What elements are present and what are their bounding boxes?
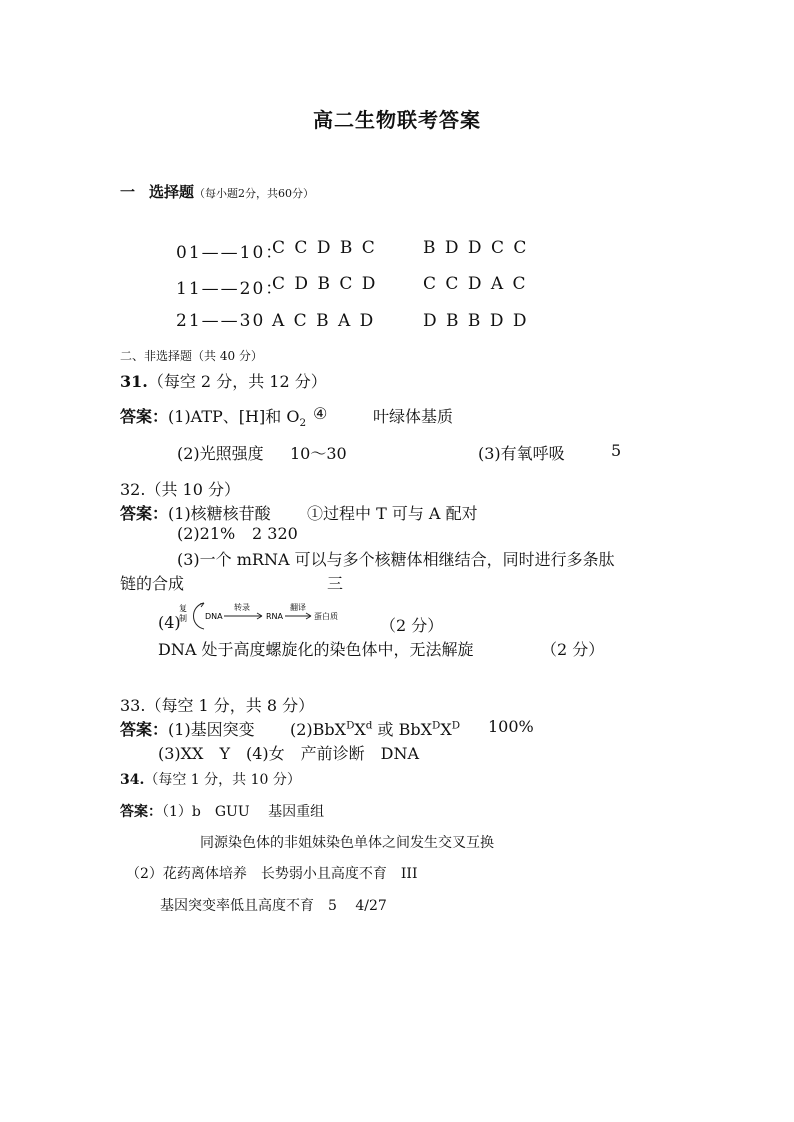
q33-answer-1c: 100% [488,717,534,736]
page-title: 高二生物联考答案 [313,108,481,132]
diagram-dna-node: DNA [205,612,223,621]
q32-answer-1b: ①过程中 T 可与 A 配对 [307,504,478,523]
diagram-replication-char-2: 制 [179,614,187,623]
section1-number: 一 [120,183,136,201]
q33-answer-1a: (1)基因突变 [168,720,255,739]
diagram-translation-label: 翻译 [290,603,306,612]
diagram-protein-node: 蛋白质 [314,612,338,621]
q31-answer-line-1 [120,404,306,429]
q31-heading [120,369,327,392]
q34-answer-line-1 [120,801,324,821]
section1-header [120,181,314,202]
q32-answer-4a: 链的合成 [120,574,185,593]
q32-answer-1a: (1)核糖核苷酸 [168,504,271,523]
mc-row-3-range: 21——30 [176,311,266,331]
q31-note: （每空 2 分，共 12 分） [147,372,327,391]
mc-row-3-second: D B B D D [423,311,529,331]
q32-answer-5b: （2 分） [380,616,444,635]
q31-answer-2c: (3)有氧呼吸 [478,444,565,463]
q33-heading: 33.（每空 1 分，共 8 分） [120,696,315,715]
diagram-replication-arrowhead [200,603,204,607]
mc-row-2-first: C D B C D [272,274,378,294]
section2-header: 二、非选择题（共 40 分） [120,349,263,363]
section1-label: 选择题 [149,183,195,201]
mc-row-1-range: 01——10： [176,243,285,263]
mc-row-2-range: 11——20： [176,279,285,299]
mc-row-1-second: B D D C C [423,238,529,258]
q32-answer-6a: DNA 处于高度螺旋化的染色体中，无法解旋 [158,640,474,659]
mc-row-1-first: C C D B C [272,238,377,258]
q33-genotype-part-1: (2)BbX [290,720,347,739]
q34-answer-2: 同源染色体的非姐妹染色单体之间发生交叉互换 [200,835,494,851]
q32-answer-5a: (4) [158,613,181,632]
q31-answer-1c: 叶绿体基质 [373,407,454,426]
q33-genotype-part-2: X [354,720,366,739]
q31-number: 31. [120,372,148,391]
q33-genotype-sup-1: D [346,719,355,732]
q34-note: （每空 1 分，共 10 分） [144,772,301,788]
q33-answer-label: 答案： [120,720,169,739]
q31-answer-2b: 10～30 [290,444,347,463]
q31-answer-label: 答案： [120,407,169,426]
q33-genotype-sup-4: D [451,719,461,732]
q34-answer-1: （1）b GUU 基因重组 [162,804,325,820]
q32-heading: 32.（共 10 分） [120,480,240,499]
q34-answer-3: （2）花药离体培养 长势弱小且高度不育 III [126,866,418,882]
q32-answer-3: (3)一个 mRNA 可以与多个核糖体相继结合，同时进行多条肽 [177,550,615,569]
q33-genotype-part-3: 或 BbX [372,720,433,739]
q32-answer-line-1 [120,501,271,524]
q33-answer-2: (3)XX Y (4)女 产前诊断 DNA [158,744,420,763]
q32-answer-label: 答案： [120,504,169,523]
q33-answer-line-1 [120,717,255,740]
q32-answer-6b: （2 分） [541,640,605,659]
q33-genotype-sup-2: d [365,719,373,732]
mc-row-2-second: C C D A C [423,274,528,294]
q31-answer-1a-sub: 2 [299,417,307,430]
q31-answer-2d: 5 [611,441,622,460]
q32-answer-2a: (2)21% [177,524,236,543]
q34-heading [120,769,301,789]
q31-answer-1b: ④ [313,404,328,423]
q32-answer-4b: 三 [327,574,344,593]
q33-genotype-sup-3: D [432,719,441,732]
diagram-replication-char-1: 复 [179,604,187,613]
diagram-replication-arc [194,603,205,629]
q31-answer-1a: (1)ATP、[H]和 O [168,407,300,426]
q33-answer-genotype [290,717,460,740]
q34-answer-4: 基因突变率低且高度不育 5 4/27 [160,898,387,914]
q32-answer-2b: 2 320 [252,524,298,543]
q33-genotype-part-4: X [440,720,452,739]
q34-answer-label: 答案： [120,804,162,820]
diagram-rna-node: RNA [266,612,284,621]
central-dogma-diagram [178,600,358,632]
mc-row-3-first: A C B A D [272,311,376,331]
diagram-transcription-label: 转录 [234,603,250,612]
q31-answer-2a: (2)光照强度 [177,444,264,463]
section1-note: （每小题2分，共60分） [194,187,315,200]
q34-number: 34. [120,772,145,788]
